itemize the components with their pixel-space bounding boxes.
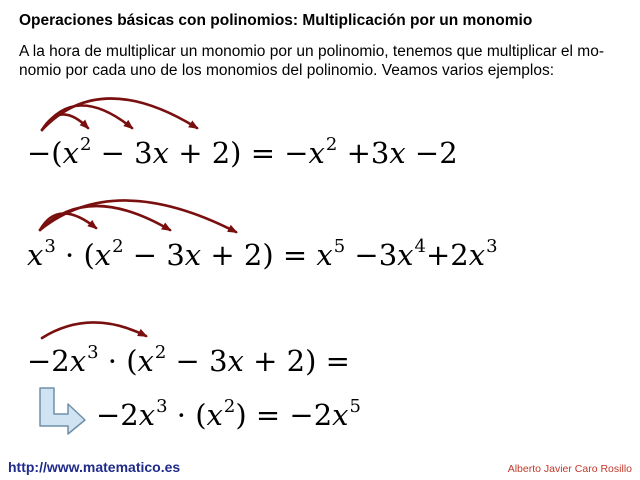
- example-1-equation: [27, 136, 458, 168]
- ex2-lhs: $x^3 \cdot (x^2 - 3x + 2)$: [27, 236, 274, 272]
- page-title: Operaciones básicas con polinomios: Multiplicación por un monomio: [19, 12, 533, 29]
- intro-line-1: A la hora de multiplicar un monomio por un polinomio, tenemos que multiplicar el mo-: [19, 43, 604, 60]
- ex1-lhs: $-(x^2 - 3x + 2)$: [27, 134, 242, 170]
- curved-arrow-icon: [42, 322, 146, 338]
- ex2-eq: =: [273, 238, 317, 272]
- author-credit: Alberto Javier Caro Rosillo: [507, 463, 632, 475]
- website-link[interactable]: http://www.matematico.es: [8, 459, 181, 475]
- turn-right-arrow-icon: [38, 386, 88, 436]
- ex1-rhs: $-x^2 +3x -2$: [284, 134, 458, 170]
- example-3-equation-line-1: $-2x^3 \cdot (x^2 - 3x + 2)$ =: [27, 342, 350, 378]
- example-3-equation-line-2: $-2x^3 \cdot (x^2) = -2x^5$: [96, 396, 361, 432]
- ex2-rhs: $x^5 -3x^4+2x^3$: [316, 236, 498, 272]
- curved-arrow-icon: [40, 200, 236, 232]
- intro-line-2: nomio por cada uno de los monomios del polinomio. Veamos varios ejemplos:: [19, 62, 555, 79]
- ex1-eq: =: [241, 136, 285, 170]
- example-2-equation: [27, 238, 498, 270]
